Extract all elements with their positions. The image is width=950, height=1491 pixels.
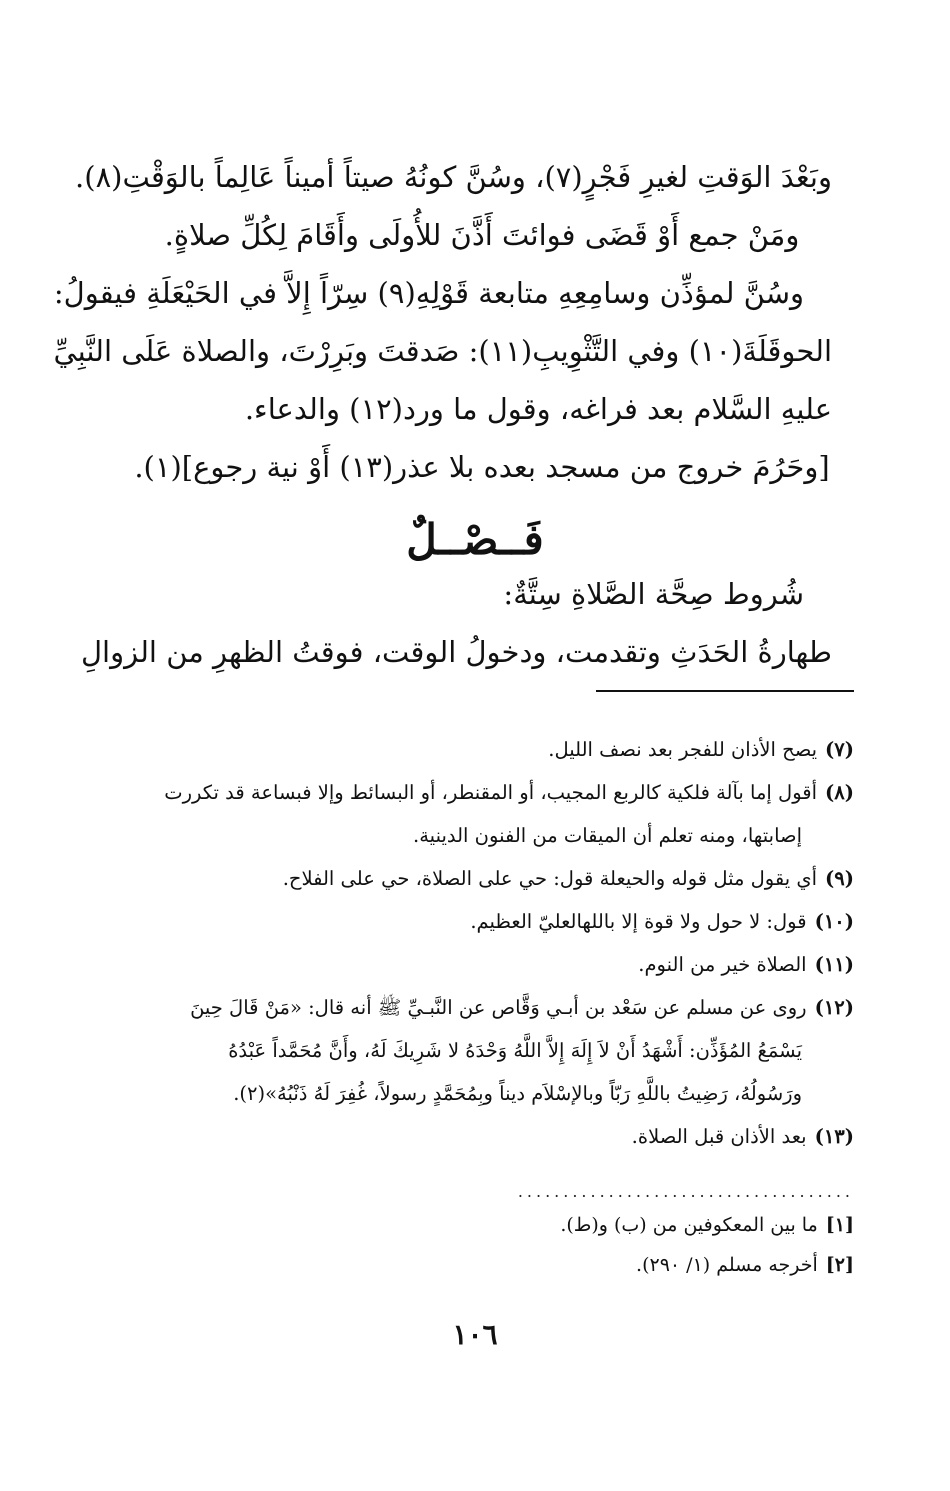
footnote-continuation (94, 1072, 854, 1115)
section-heading: فَــصْــلٌ (406, 515, 544, 564)
footnote-text: إصابتها، ومنه تعلم أن الميقات من الفنون الدينية. (413, 824, 802, 847)
footnote-continuation (94, 814, 854, 857)
footnote (94, 943, 854, 986)
editorial-notes (254, 1205, 854, 1285)
footnote-number: (١١) (814, 953, 854, 976)
editorial-note (254, 1245, 854, 1285)
footnote-number: (١٣) (814, 1125, 854, 1148)
footnote (94, 1115, 854, 1158)
footnote-number: (٨) (825, 781, 854, 804)
footnote-number: (٩) (825, 867, 854, 890)
footnote-text: الصلاة خير من النوم. (638, 953, 807, 976)
editorial-note-number: [١] (825, 1214, 854, 1236)
footnote (94, 857, 854, 900)
footnote-separator (596, 690, 854, 692)
editorial-separator: ..................................... (517, 1182, 854, 1201)
editorial-note-text: أخرجه مسلم (١/ ٢٩٠). (636, 1254, 818, 1276)
page-number: ١٠٦ (452, 1318, 498, 1351)
footnote-text: روى عن مسلم عن سَعْد بن أبـي وَقَّاص عن النَّبـيِّ ﷺ أنه قال: «مَنْ قَالَ حِينَ (190, 996, 807, 1019)
text-line: [وحَرُمَ خروج من مسجد بعده بلا عذر(١٣) أَوْ نية رجوع](١). (134, 450, 830, 484)
main-text (53, 148, 832, 496)
text-line: طهارةُ الحَدَثِ وتقدمت، ودخولُ الوقت، فوقتُ الظهرِ من الزوالِ (80, 635, 832, 669)
text-line: ومَنْ جمع أَوْ قَضَى فوائتَ أَذَّنَ للأُولَى وأَقَامَ لِكُلِّ صلاةٍ. (164, 218, 800, 252)
footnote-continuation (94, 1029, 854, 1072)
footnote-number: (١٢) (814, 996, 854, 1019)
footnote-number: (١٠) (814, 910, 854, 933)
text-line: وسُنَّ لمؤذِّن وسامِعِهِ متابعة قَوْلِهِ(٩) سِرّاً إِلاَّ في الحَيْعَلَةِ فيقولُ: (53, 276, 804, 310)
footnote (94, 771, 854, 814)
text-line: وبَعْدَ الوَقتِ لغيرِ فَجْرٍ(٧)، وسُنَّ كونُهُ صيتاً أميناً عَالِماً بالوَقْتِ(٨). (75, 160, 832, 194)
footnote-text: قول: لا حول ولا قوة إلا باللهالعليّ العظيم. (470, 910, 807, 933)
footnote (94, 986, 854, 1029)
footnote (94, 728, 854, 771)
footnote-text: أقول إما بآلة فلكية كالربع المجيب، أو المقنطر، أو البسائط وإلا فبساعة قد تكررت (164, 781, 818, 804)
footnote-text: ورَسُولُهُ، رَضِيتُ باللَّهِ رَبّاً وبالإسْلاَم ديناً وبِمُحَمَّدٍ رسولاً، غُفِرَ لَهُ ذَنْبُهُ»(٢). (233, 1082, 802, 1105)
footnote (94, 900, 854, 943)
editorial-note (254, 1205, 854, 1245)
footnote-number: (٧) (825, 738, 854, 761)
text-line: شُروط صِحَّة الصَّلاةِ سِتَّةٌ: (503, 577, 804, 611)
editorial-note-text: ما بين المعكوفين من (ب) و(ط). (560, 1214, 818, 1236)
footnotes (94, 728, 854, 1158)
text-line: الحوقَلَةَ(١٠) وفي التَّثْوِيبِ(١١): صَدقتَ وبَرِرْتَ، والصلاة عَلَى النَّبِيِّ (53, 334, 832, 368)
footnote-text: يصح الأذان للفجر بعد نصف الليل. (548, 738, 818, 761)
footnote-text: أي يقول مثل قوله والحيعلة قول: حي على الصلاة، حي على الفلاح. (282, 867, 818, 890)
editorial-note-number: [٢] (825, 1254, 854, 1276)
footnote-text: يَسْمَعُ المُؤَذِّن: أَشْهَدُ أَنْ لاَ إِلَهَ إِلاَّ اللَّهُ وَحْدَهُ لا شَرِيكَ لَهُ، وأَنَّ مُحَمَّداً عَبْدُهُ (228, 1039, 802, 1062)
footnote-text: بعد الأذان قبل الصلاة. (631, 1125, 807, 1148)
section-text (80, 565, 832, 681)
text-line: عليهِ السَّلام بعد فراغه، وقول ما ورد(١٢) والدعاء. (244, 392, 832, 426)
